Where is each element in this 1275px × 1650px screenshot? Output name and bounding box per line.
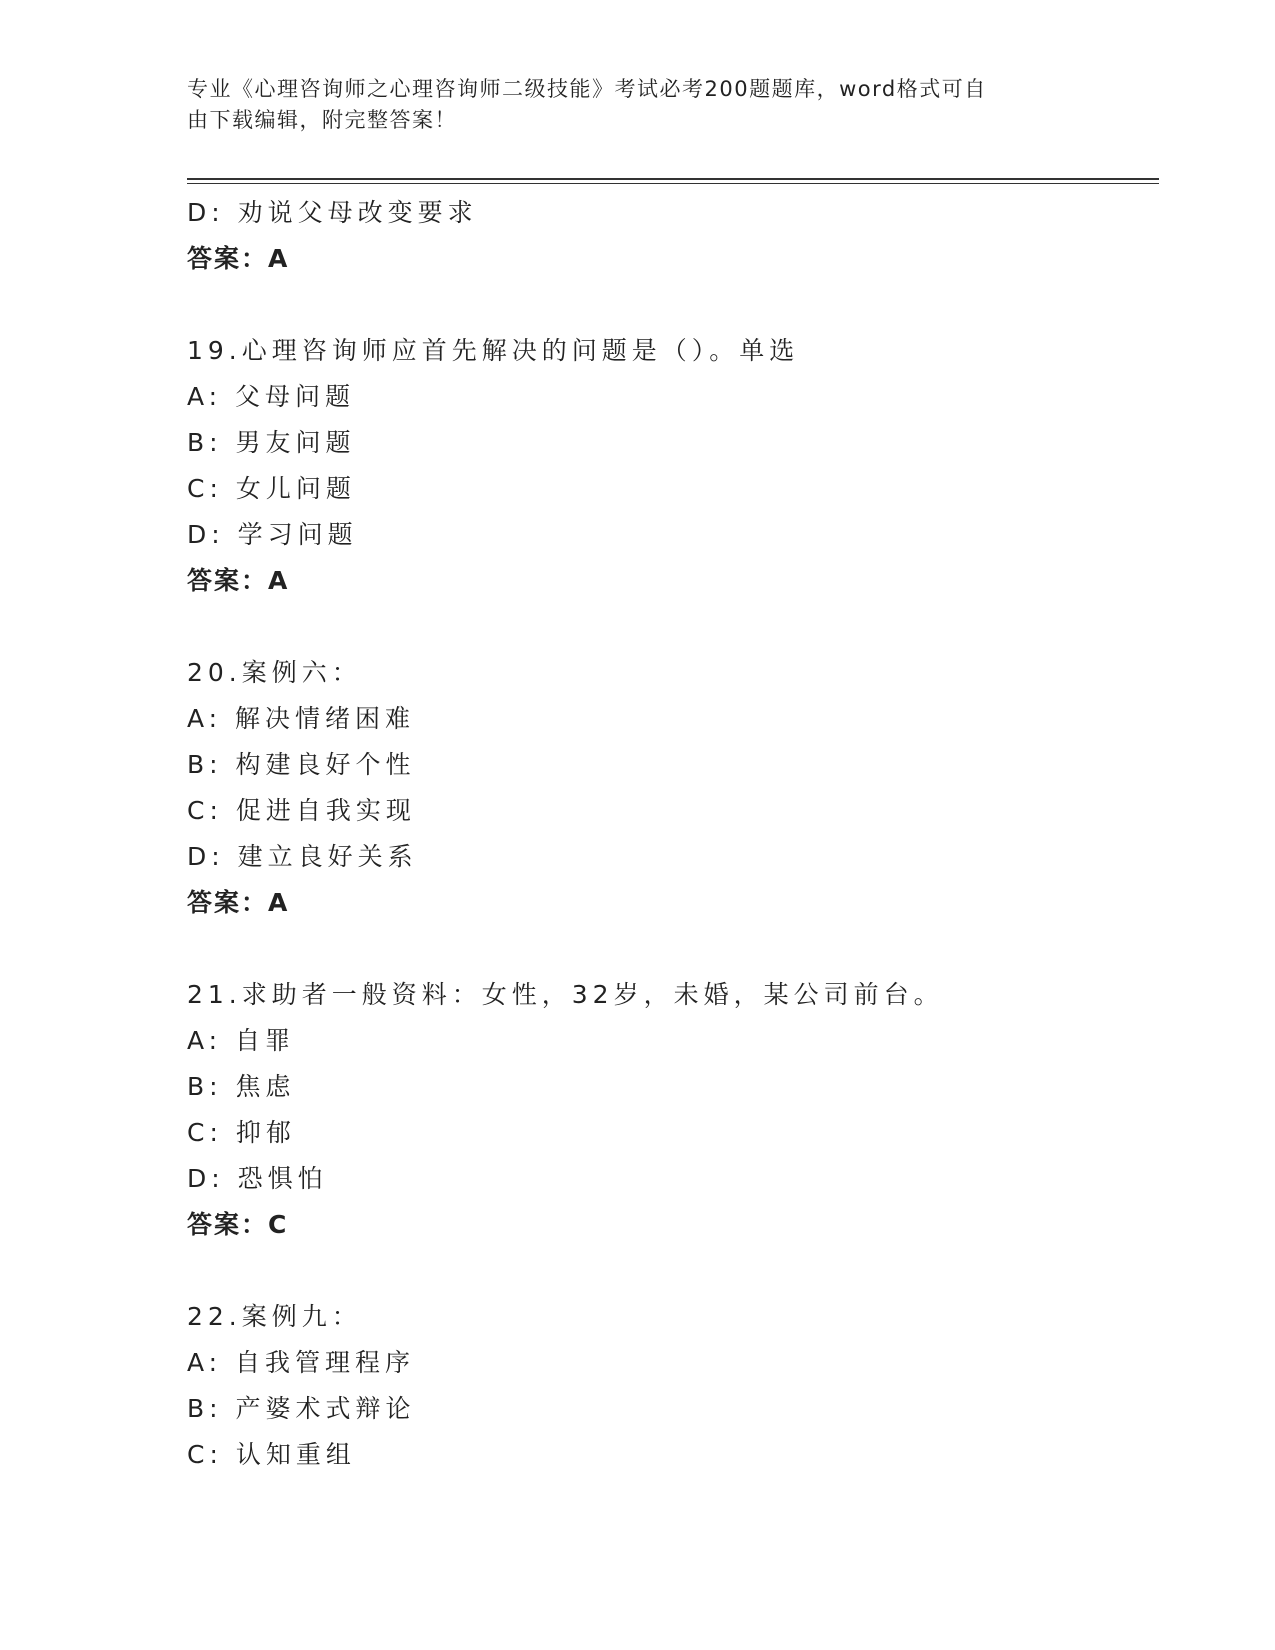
- option-line: D: 劝说父母改变要求: [187, 198, 478, 227]
- document-header: [187, 74, 1067, 136]
- header-divider-thin: [187, 183, 1159, 184]
- option-line: B: 男友问题: [187, 428, 356, 457]
- spacer: [187, 604, 1159, 650]
- answer-line: 答案：C: [187, 1210, 289, 1239]
- question-line: 20.案例六：: [187, 658, 362, 687]
- header-line-1: 专业《心理咨询师之心理咨询师二级技能》考试必考200题题库，word格式可自: [187, 77, 987, 101]
- spacer: [187, 282, 1159, 328]
- option-line: C: 抑郁: [187, 1118, 296, 1147]
- answer-line: 答案：A: [187, 888, 290, 917]
- option-line: D: 学习问题: [187, 520, 358, 549]
- answer-line: 答案：A: [187, 566, 290, 595]
- question-line: 21.求助者一般资料：女性，32岁，未婚，某公司前台。: [187, 980, 944, 1009]
- option-line: C: 促进自我实现: [187, 796, 416, 825]
- option-line: C: 女儿问题: [187, 474, 356, 503]
- option-line: A: 自罪: [187, 1026, 296, 1055]
- header-line-2: 由下载编辑，附完整答案！: [187, 108, 457, 132]
- question-line: 22.案例九：: [187, 1302, 362, 1331]
- option-line: D: 恐惧怕: [187, 1164, 328, 1193]
- option-line: C: 认知重组: [187, 1440, 356, 1469]
- option-line: B: 构建良好个性: [187, 750, 416, 779]
- option-line: A: 自我管理程序: [187, 1348, 416, 1377]
- option-line: D: 建立良好关系: [187, 842, 418, 871]
- option-line: B: 产婆术式辩论: [187, 1394, 416, 1423]
- option-line: A: 父母问题: [187, 382, 356, 411]
- spacer: [187, 1248, 1159, 1294]
- option-line: B: 焦虑: [187, 1072, 296, 1101]
- header-divider-thick: [187, 178, 1159, 180]
- spacer: [187, 926, 1159, 972]
- question-line: 19.心理咨询师应首先解决的问题是（）。单选: [187, 336, 800, 365]
- option-line: A: 解决情绪困难: [187, 704, 416, 733]
- answer-line: 答案：A: [187, 244, 290, 273]
- question-list: [187, 190, 1159, 1478]
